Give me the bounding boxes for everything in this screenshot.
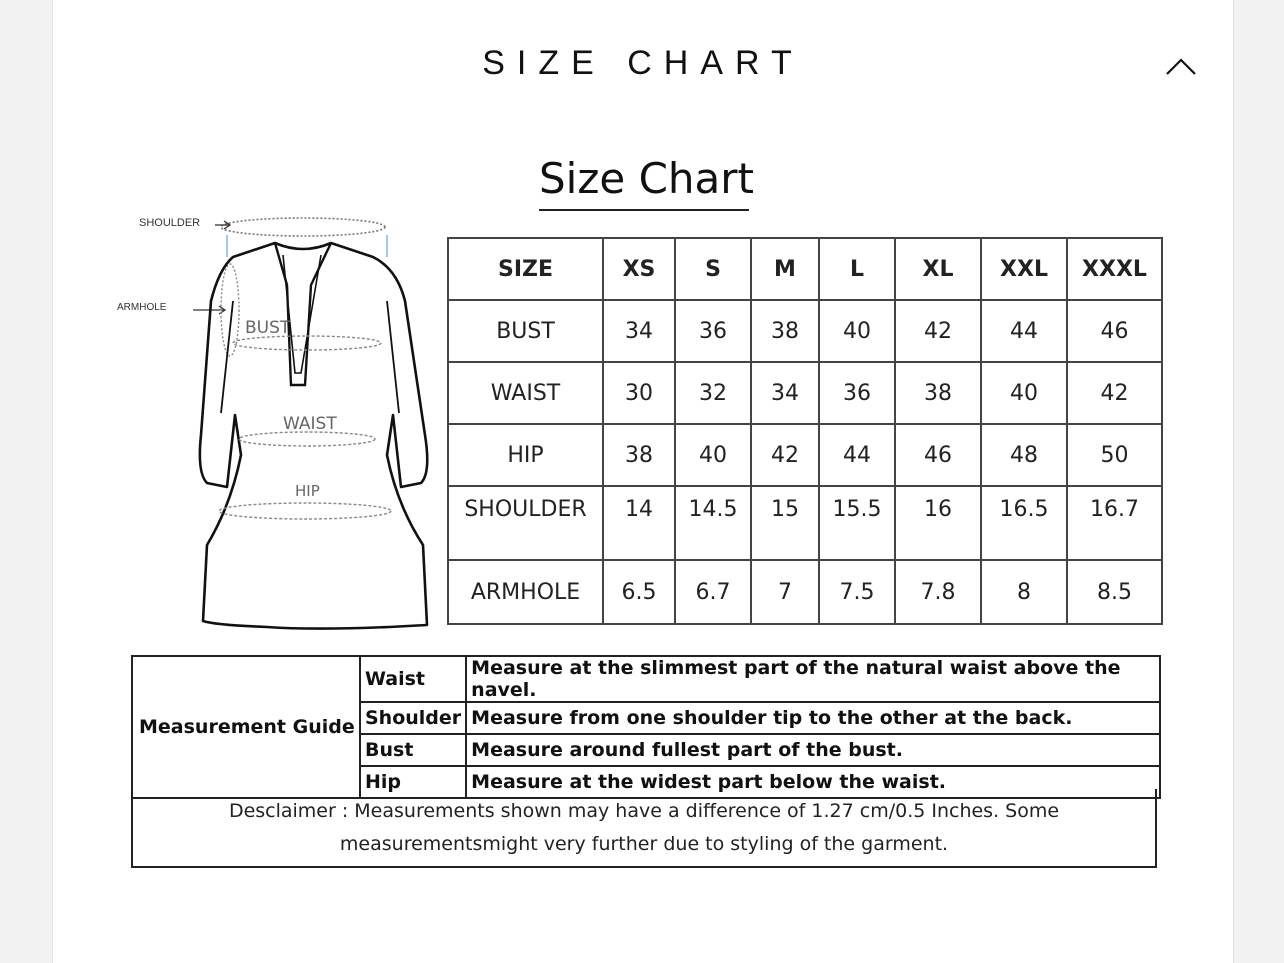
label-armhole: ARMHOLE bbox=[117, 302, 167, 313]
row-label: BUST bbox=[448, 300, 603, 362]
table-cell: 15 bbox=[751, 486, 819, 560]
table-cell: 16 bbox=[895, 486, 981, 560]
chevron-up-icon bbox=[1161, 48, 1201, 84]
table-cell: 48 bbox=[981, 424, 1067, 486]
label-waist: WAIST bbox=[283, 414, 337, 434]
table-cell: 32 bbox=[675, 362, 751, 424]
table-cell: 7 bbox=[751, 560, 819, 624]
table-cell: 14.5 bbox=[675, 486, 751, 560]
collapse-button[interactable] bbox=[1161, 48, 1201, 84]
row-label: WAIST bbox=[448, 362, 603, 424]
table-cell: 30 bbox=[603, 362, 675, 424]
row-label: HIP bbox=[448, 424, 603, 486]
label-hip: HIP bbox=[295, 482, 320, 500]
size-table bbox=[447, 237, 1163, 625]
header-l: L bbox=[819, 238, 895, 300]
header-xl: XL bbox=[895, 238, 981, 300]
table-cell: 8 bbox=[981, 560, 1067, 624]
guide-text: Measure at the widest part below the waist. bbox=[466, 766, 1160, 798]
header-m: M bbox=[751, 238, 819, 300]
size-chart-panel bbox=[52, 0, 1234, 963]
table-cell: 34 bbox=[603, 300, 675, 362]
measurement-guide-label: Measurement Guide bbox=[132, 656, 360, 798]
table-row-bust bbox=[448, 300, 1162, 362]
table-cell: 40 bbox=[981, 362, 1067, 424]
table-cell: 7.8 bbox=[895, 560, 981, 624]
table-cell: 7.5 bbox=[819, 560, 895, 624]
header-xxl: XXL bbox=[981, 238, 1067, 300]
disclaimer bbox=[131, 789, 1157, 868]
table-row-shoulder bbox=[448, 486, 1162, 560]
label-bust: BUST bbox=[245, 318, 291, 338]
table-cell: 14 bbox=[603, 486, 675, 560]
table-cell: 38 bbox=[895, 362, 981, 424]
table-cell: 46 bbox=[1067, 300, 1162, 362]
table-cell: 15.5 bbox=[819, 486, 895, 560]
header-size: SIZE bbox=[448, 238, 603, 300]
table-cell: 6.7 bbox=[675, 560, 751, 624]
label-shoulder: SHOULDER bbox=[139, 217, 201, 229]
table-cell: 46 bbox=[895, 424, 981, 486]
guide-text: Measure at the slimmest part of the natural waist above the navel. bbox=[466, 656, 1160, 702]
guide-key: Shoulder bbox=[360, 702, 466, 734]
guide-text: Measure around fullest part of the bust. bbox=[466, 734, 1160, 766]
disclaimer-line-1: Desclaimer : Measurements shown may have a difference of 1.27 cm/0.5 Inches. Some bbox=[228, 800, 1060, 822]
table-cell: 40 bbox=[819, 300, 895, 362]
table-cell: 16.5 bbox=[981, 486, 1067, 560]
header-xxxl: XXXL bbox=[1067, 238, 1162, 300]
table-cell: 36 bbox=[675, 300, 751, 362]
disclaimer-line-2: measurementsmight very further due to styling of the garment. bbox=[339, 833, 949, 855]
table-cell: 42 bbox=[751, 424, 819, 486]
guide-row-waist bbox=[132, 656, 1160, 702]
table-cell: 40 bbox=[675, 424, 751, 486]
table-row-armhole bbox=[448, 560, 1162, 624]
guide-key: Hip bbox=[360, 766, 466, 798]
row-label: SHOULDER bbox=[448, 486, 603, 560]
table-cell: 42 bbox=[895, 300, 981, 362]
guide-key: Bust bbox=[360, 734, 466, 766]
guide-text: Measure from one shoulder tip to the other at the back. bbox=[466, 702, 1160, 734]
table-cell: 44 bbox=[981, 300, 1067, 362]
header-xs: XS bbox=[603, 238, 675, 300]
size-table-header-row bbox=[448, 238, 1162, 300]
table-cell: 34 bbox=[751, 362, 819, 424]
table-cell: 44 bbox=[819, 424, 895, 486]
measurement-guide-table bbox=[131, 655, 1161, 799]
chart-title-underline bbox=[539, 209, 749, 211]
header-s: S bbox=[675, 238, 751, 300]
chart-title: Size Chart bbox=[539, 154, 754, 203]
guide-key: Waist bbox=[360, 656, 466, 702]
table-cell: 16.7 bbox=[1067, 486, 1162, 560]
table-cell: 8.5 bbox=[1067, 560, 1162, 624]
table-cell: 36 bbox=[819, 362, 895, 424]
table-cell: 6.5 bbox=[603, 560, 675, 624]
table-cell: 42 bbox=[1067, 362, 1162, 424]
table-row-waist bbox=[448, 362, 1162, 424]
row-label: ARMHOLE bbox=[448, 560, 603, 624]
table-row-hip bbox=[448, 424, 1162, 486]
table-cell: 38 bbox=[751, 300, 819, 362]
table-cell: 38 bbox=[603, 424, 675, 486]
table-cell: 50 bbox=[1067, 424, 1162, 486]
section-title: SIZE CHART bbox=[482, 44, 804, 82]
garment-diagram bbox=[115, 205, 455, 635]
